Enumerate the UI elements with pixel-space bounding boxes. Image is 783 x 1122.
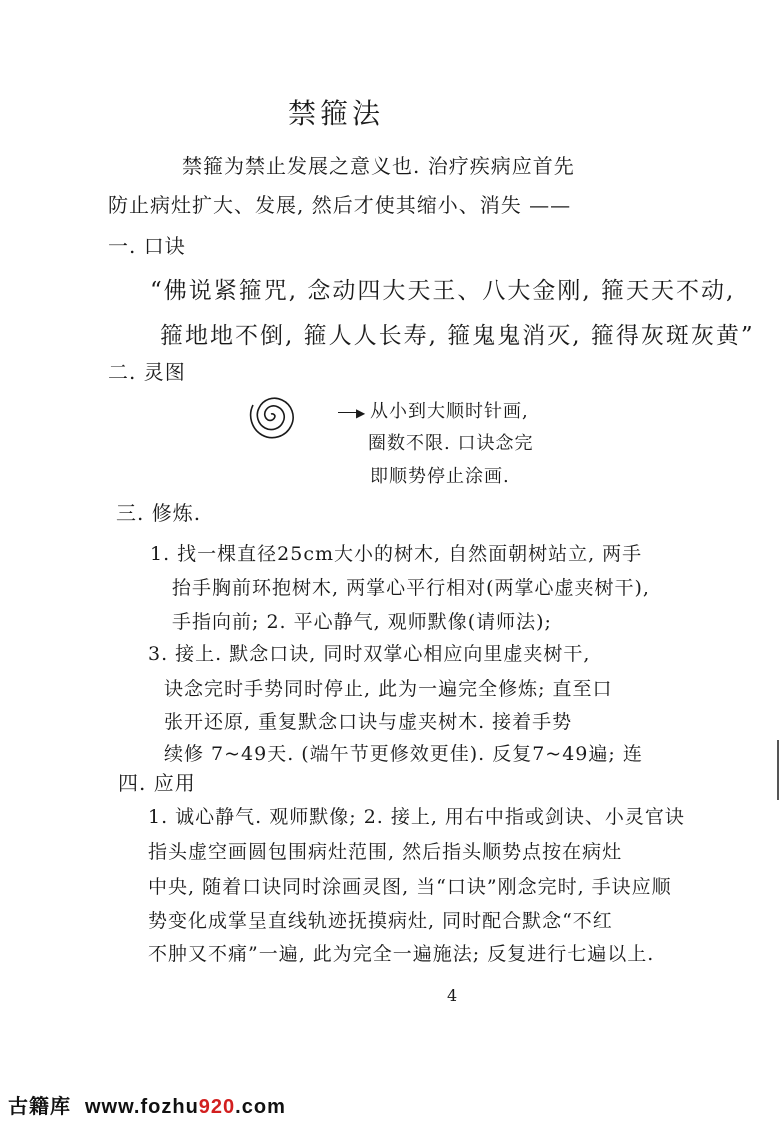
intro-line-2: 防止病灶扩大、发展, 然后才使其缩小、消失 —— (108, 193, 572, 217)
application-line-4: 势变化成掌呈直线轨迹抚摸病灶, 同时配合默念“不红 (148, 910, 613, 932)
practice-line-3: 手指向前; 2. 平心静气, 观师默像(请师法); (172, 611, 552, 633)
spiral-diagram-icon (236, 383, 306, 445)
diagram-note-3: 即顺势停止涂画. (370, 466, 510, 487)
watermark-url-prefix: www.fozhu (85, 1096, 199, 1118)
application-line-3: 中央, 随着口诀同时涂画灵图, 当“口诀”刚念完时, 手诀应顺 (148, 876, 672, 898)
page-number: 4 (447, 986, 459, 1005)
diagram-note-2: 圈数不限. 口诀念完 (368, 433, 534, 454)
section-2-heading: 二. 灵图 (108, 360, 186, 384)
practice-line-1: 1. 找一棵直径25cm大小的树木, 自然面朝树站立, 两手 (150, 543, 643, 565)
practice-line-5: 诀念完时手势同时停止, 此为一遍完全修炼; 直至口 (164, 678, 613, 700)
application-line-1: 1. 诚心静气. 观师默像; 2. 接上, 用右中指或剑诀、小灵官诀 (148, 806, 685, 828)
section-3-heading: 三. 修炼. (116, 501, 202, 525)
diagram-note-1: 从小到大顺时针画, (370, 401, 529, 422)
application-line-2: 指头虚空画圆包围病灶范围, 然后指头顺势点按在病灶 (148, 841, 623, 863)
watermark-url-suffix: .com (235, 1096, 286, 1118)
practice-line-7: 续修 7~49天. (端午节更修效更佳). 反复7~49遍; 连 (164, 743, 643, 765)
page-title: 禁箍法 (288, 97, 385, 130)
arrow-line (338, 412, 358, 413)
practice-line-4: 3. 接上. 默念口诀, 同时双掌心相应向里虚夹树干, (148, 643, 591, 665)
spiral-path (251, 398, 293, 437)
mantra-line-1: “佛说紧箍咒, 念动四大天王、八大金刚, 箍天天不动, (150, 278, 736, 304)
practice-line-2: 抬手胸前环抱树木, 两掌心平行相对(两掌心虚夹树干), (172, 577, 650, 599)
watermark-brand: 古籍库 (8, 1096, 71, 1118)
mantra-line-2: 箍地地不倒, 箍人人长寿, 箍鬼鬼消灭, 箍得灰斑灰黄” (160, 323, 755, 349)
section-4-heading: 四. 应用 (118, 771, 196, 795)
intro-line-1: 禁箍为禁止发展之意义也. 治疗疾病应首先 (182, 154, 575, 178)
watermark-url-number: 920 (198, 1096, 236, 1118)
practice-line-6: 张开还原, 重复默念口诀与虚夹树木. 接着手势 (164, 711, 573, 733)
watermark-footer (8, 1090, 286, 1119)
scan-edge-mark (777, 740, 779, 800)
arrow-right-icon: ▶ (356, 406, 366, 420)
application-line-5: 不肿又不痛”一遍, 此为完全一遍施法; 反复进行七遍以上. (148, 943, 655, 965)
section-1-heading: 一. 口诀 (108, 234, 186, 258)
